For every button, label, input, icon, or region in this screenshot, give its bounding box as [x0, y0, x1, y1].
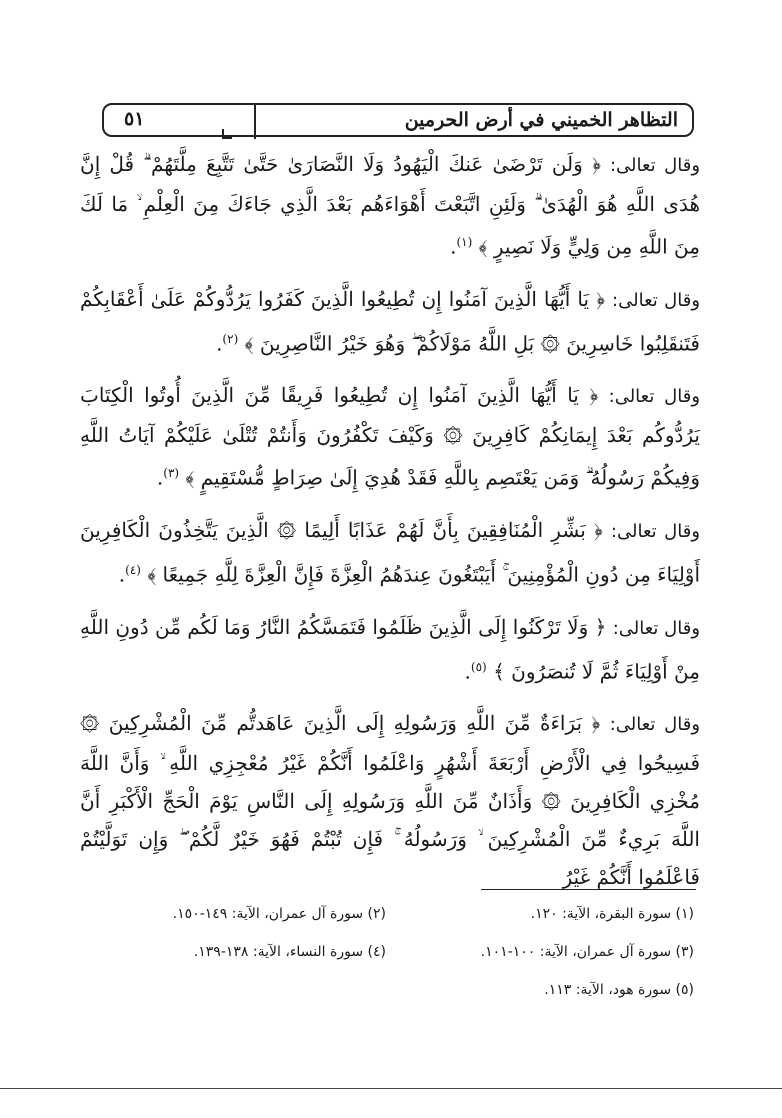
footnote-row	[100, 982, 694, 1008]
verse-close-bracket: ﴾	[185, 465, 195, 490]
page-header	[102, 103, 694, 137]
verse-text: بَشِّرِ الْمُنَافِقِينَ بِأَنَّ لَهُمْ عَذَابًا أَلِيمًا ۞ الَّذِينَ يَتَّخِذُونَ الْكَافِرِينَ أَوْلِيَاءَ مِن دُونِ الْمُؤْمِنِينَ ۚ أَيَبْتَغُونَ عِندَهُمُ الْعِزَّةَ فَإِنَّ الْعِزَّةَ لِلَّهِ جَمِيعًا	[80, 517, 700, 587]
verse-close-bracket: ﴾	[493, 659, 505, 684]
footnote-row	[100, 906, 694, 932]
header-divider	[254, 103, 256, 139]
verse-paragraph: وقال تعالى: ﴿ يَا أَيُّهَا الَّذِينَ آمَنُوا إِن تُطِيعُوا فَرِيقًا مِّنَ الَّذِينَ أُوتُوا الْكِتَابَ يَرُدُّوكُم بَعْدَ إِيمَانِكُمْ كَافِرِينَ ۞ وَكَيْفَ تَكْفُرُونَ وَأَنتُمْ تُتْلَىٰ عَلَيْكُمْ آيَاتُ اللَّهِ وَفِيكُمْ رَسُولُهُ ۗ وَمَن يَعْتَصِم بِاللَّهِ فَقَدْ هُدِيَ إِلَىٰ صِرَاطٍ مُّسْتَقِيمٍ ﴾ $^{(٣)}$.	[80, 383, 701, 490]
footnote-ref: (٢)	[222, 331, 239, 346]
footnote: (٤) سورة النساء، الآية: ١٣٨-١٣٩.	[193, 944, 386, 960]
page-bottom-rule	[0, 1088, 782, 1089]
verse-text: يَا أَيُّهَا الَّذِينَ آمَنُوا إِن تُطِيعُوا الَّذِينَ كَفَرُوا يَرُدُّوكُمْ عَلَىٰ أَعْقَابِكُمْ فَتَنقَلِبُوا خَاسِرِينَ ۞ بَلِ اللَّهُ مَوْلَاكُمْ ۖ وَهُوَ خَيْرُ النَّاصِرِينَ	[80, 286, 700, 356]
verse-close-bracket: ﴾	[244, 331, 254, 356]
verse-intro: وقال تعالى:	[609, 155, 701, 176]
verse-open-bracket: ﴿	[591, 711, 601, 736]
verse-open-bracket: ﴿	[594, 614, 607, 639]
footnote-ref: (٣)	[163, 466, 180, 481]
footnote-row	[100, 944, 694, 970]
verse-open-bracket: ﴿	[596, 286, 605, 311]
verse-text: وَلَن تَرْضَىٰ عَنكَ الْيَهُودُ وَلَا النَّصَارَىٰ حَتَّىٰ تَتَّبِعَ مِلَّتَهُمْ ۗ قُلْ إِنَّ هُدَى اللَّهِ هُوَ الْهُدَىٰ ۗ وَلَئِنِ اتَّبَعْتَ أَهْوَاءَهُم بَعْدَ الَّذِي جَاءَكَ مِنَ الْعِلْمِ ۙ مَا لَكَ مِنَ اللَّهِ مِن وَلِيٍّ وَلَا نَصِيرٍ	[80, 152, 700, 259]
page-number: ٥١	[124, 108, 145, 130]
verse-intro: وقال تعالى:	[610, 520, 701, 542]
verse-intro: وقال تعالى:	[608, 386, 701, 408]
verse-close-bracket: ﴾	[478, 234, 488, 259]
verse-open-bracket: ﴿	[591, 152, 601, 176]
footnote: (٥) سورة هود، الآية: ١١٣.	[544, 982, 694, 998]
verse-paragraph: وقال تعالى: ﴿ وَلَا تَرْكَنُوا إِلَى الَّذِينَ ظَلَمُوا فَتَمَسَّكُمُ النَّارُ وَمَا لَكُم مِّن دُونِ اللَّهِ مِنْ أَوْلِيَاءَ ثُمَّ لَا تُنصَرُونَ ﴾ $^{(٥)}$.	[80, 614, 701, 684]
footnote-ref: (٥)	[470, 659, 487, 674]
verse-paragraph: وقال تعالى: ﴿ بَشِّرِ الْمُنَافِقِينَ بِأَنَّ لَهُمْ عَذَابًا أَلِيمًا ۞ الَّذِينَ يَتَّخِذُونَ الْكَافِرِينَ أَوْلِيَاءَ مِن دُونِ الْمُؤْمِنِينَ ۚ أَيَبْتَغُونَ عِندَهُمُ الْعِزَّةَ فَإِنَّ الْعِزَّةَ لِلَّهِ جَمِيعًا ﴾ $^{(٤)}$.	[80, 517, 701, 587]
header-tick-mark	[222, 129, 232, 139]
verse-intro: وقال تعالى:	[609, 714, 701, 736]
verse-open-bracket: ﴿	[593, 517, 603, 542]
footnote: (٣) سورة آل عمران، الآية: ١٠٠-١٠١.	[480, 944, 694, 960]
verse-intro: وقال تعالى:	[612, 289, 701, 311]
verse-open-bracket: ﴿	[589, 383, 599, 408]
verse-close-bracket: ﴾	[147, 562, 157, 587]
footnote: (١) سورة البقرة، الآية: ١٢٠.	[530, 906, 694, 922]
verse-paragraph: وقال تعالى: ﴿ يَا أَيُّهَا الَّذِينَ آمَنُوا إِن تُطِيعُوا الَّذِينَ كَفَرُوا يَرُدُّوكُمْ عَلَىٰ أَعْقَابِكُمْ فَتَنقَلِبُوا خَاسِرِينَ ۞ بَلِ اللَّهُ مَوْلَاكُمْ ۖ وَهُوَ خَيْرُ النَّاصِرِينَ ﴾ $^{(٢)}$.	[80, 286, 701, 356]
verse-intro: وقال تعالى:	[612, 617, 701, 639]
body-text	[80, 145, 700, 910]
verse-text: بَرَاءَةٌ مِّنَ اللَّهِ وَرَسُولِهِ إِلَى الَّذِينَ عَاهَدتُّم مِّنَ الْمُشْرِكِينَ ۞ فَسِيحُوا فِي الْأَرْضِ أَرْبَعَةَ أَشْهُرٍ وَاعْلَمُوا أَنَّكُمْ غَيْرُ مُعْجِزِي اللَّهِ ۙ وَأَنَّ اللَّهَ مُخْزِي الْكَافِرِينَ ۞ وَأَذَانٌ مِّنَ اللَّهِ وَرَسُولِهِ إِلَى النَّاسِ يَوْمَ الْحَجِّ الْأَكْبَرِ أَنَّ اللَّهَ بَرِيءٌ مِّنَ الْمُشْرِكِينَ ۙ وَرَسُولُهُ ۚ فَإِن تُبْتُمْ فَهُوَ خَيْرٌ لَّكُمْ ۖ وَإِن تَوَلَّيْتُمْ فَاعْلَمُوا أَنَّكُمْ غَيْرُ	[80, 711, 700, 890]
footnote-ref: (١)	[456, 235, 473, 249]
verse-text: يَا أَيُّهَا الَّذِينَ آمَنُوا إِن تُطِيعُوا فَرِيقًا مِّنَ الَّذِينَ أُوتُوا الْكِتَابَ يَرُدُّوكُم بَعْدَ إِيمَانِكُمْ كَافِرِينَ ۞ وَكَيْفَ تَكْفُرُونَ وَأَنتُمْ تُتْلَىٰ عَلَيْكُمْ آيَاتُ اللَّهِ وَفِيكُمْ رَسُولُهُ ۗ وَمَن يَعْتَصِم بِاللَّهِ فَقَدْ هُدِيَ إِلَىٰ صِرَاطٍ مُّسْتَقِيمٍ	[80, 383, 700, 490]
header-title: التظاهر الخميني في أرض الحرمين	[404, 109, 678, 131]
verse-text: وَلَا تَرْكَنُوا إِلَى الَّذِينَ ظَلَمُوا فَتَمَسَّكُمُ النَّارُ وَمَا لَكُم مِّن دُونِ اللَّهِ مِنْ أَوْلِيَاءَ ثُمَّ لَا تُنصَرُونَ	[80, 614, 700, 684]
verse-paragraph	[80, 704, 700, 896]
footnote: (٢) سورة آل عمران، الآية: ١٤٩-١٥٠.	[172, 906, 386, 922]
verse-paragraph: وقال تعالى: ﴿ وَلَن تَرْضَىٰ عَنكَ الْيَهُودُ وَلَا النَّصَارَىٰ حَتَّىٰ تَتَّبِعَ مِلَّتَهُمْ ۗ قُلْ إِنَّ هُدَى اللَّهِ هُوَ الْهُدَىٰ ۗ وَلَئِنِ اتَّبَعْتَ أَهْوَاءَهُم بَعْدَ الَّذِي جَاءَكَ مِنَ الْعِلْمِ ۙ مَا لَكَ مِنَ اللَّهِ مِن وَلِيٍّ وَلَا نَصِيرٍ ﴾ $^{(١)}$.	[80, 152, 701, 259]
footnote-ref: (٤)	[125, 562, 141, 577]
footnote-divider	[481, 889, 696, 890]
